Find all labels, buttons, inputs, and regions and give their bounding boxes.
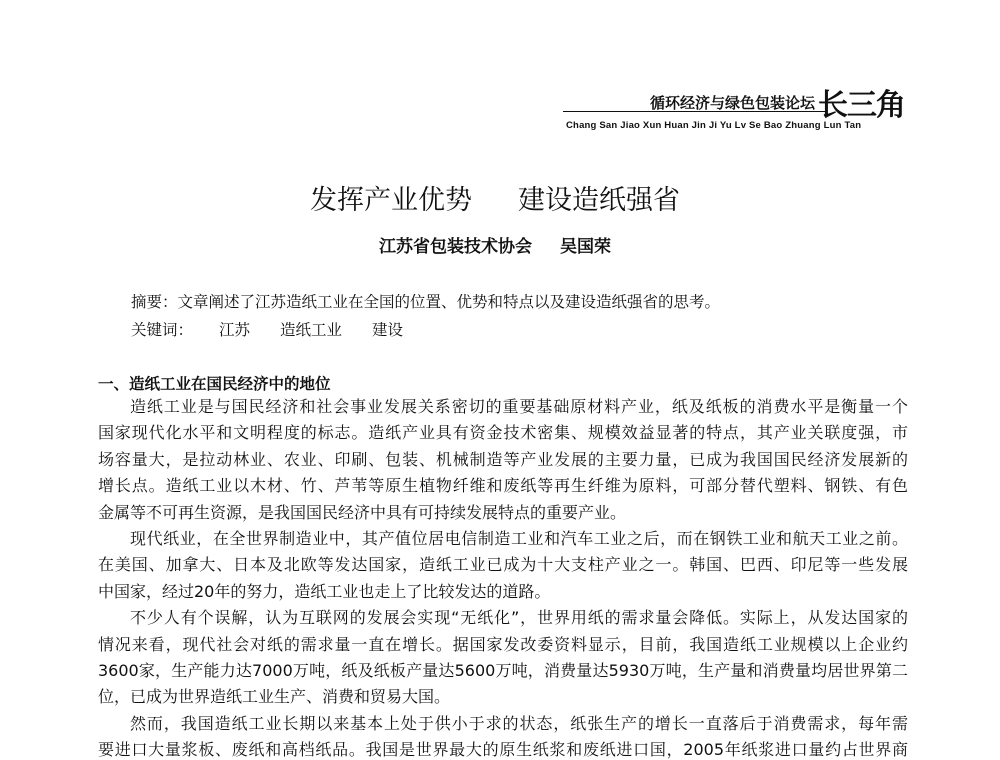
paragraph-line: 中国家，经过20年的努力，造纸工业也走上了比较发达的道路。 <box>98 581 551 601</box>
keywords <box>131 318 433 340</box>
paragraph-line: 要进口大量浆板、废纸和高档纸品。我国是世界最大的原生纸浆和废纸进口国，2005年纸浆进口量约占世界商 <box>98 740 908 760</box>
keyword: 江苏 <box>219 321 251 339</box>
journal-logo: 长三角 <box>818 88 905 123</box>
paragraph-line: 在美国、加拿大、日本及北欧等发达国家，造纸工业已成为十大支柱产业之一。韩国、巴西、印尼等一些发展 <box>98 555 908 575</box>
title-part-1: 发挥产业优势 <box>310 185 472 216</box>
paragraph-line: 国家现代化水平和文明程度的标志。造纸产业具有资金技术密集、规模效益显著的特点，其产业关联度强，市 <box>98 423 908 443</box>
paragraph-line: 造纸工业是与国民经济和社会事业发展关系密切的重要基础原材料产业，纸及纸板的消费水平是衡量一个 <box>130 397 908 416</box>
keywords-label: 关键词： <box>131 321 194 339</box>
keyword: 造纸工业 <box>280 321 343 339</box>
author-org: 江苏省包装技术协会 <box>379 237 532 257</box>
article-title <box>0 178 990 217</box>
series-title: 循环经济与绿色包装论坛 <box>650 94 816 112</box>
paragraph-line: 位，已成为世界造纸工业生产、消费和贸易大国。 <box>98 687 451 707</box>
section-body <box>98 397 908 760</box>
paragraph-line: 增长点。造纸工业以木材、竹、芦苇等原生植物纤维和废纸等再生纤维为原料，可部分替代塑料、钢铁、有色 <box>98 476 908 496</box>
title-part-2: 建设造纸强省 <box>518 185 680 216</box>
paragraph-line: 3600家，生产能力达7000万吨，纸及纸板产量达5600万吨，消费量达5930万吨，生产量和消费量均居世界第二 <box>98 660 908 680</box>
abstract: 摘要：文章阐述了江苏造纸工业在全国的位置、优势和特点以及建设造纸强省的思考。 <box>131 293 721 311</box>
paragraph-line: 情况来看，现代社会对纸的需求量一直在增长。据国家发改委资料显示，目前，我国造纸工业规模以上企业约 <box>98 634 908 654</box>
author-name: 吴国荣 <box>560 237 611 257</box>
paragraph-line: 不少人有个误解，认为互联网的发展会实现“无纸化”，世界用纸的需求量会降低。实际上，从发达国家的 <box>130 608 908 628</box>
author-line <box>0 232 990 257</box>
paragraph-line: 金属等不可再生资源，是我国国民经济中具有可持续发展特点的重要产业。 <box>98 502 627 522</box>
keyword: 建设 <box>372 321 404 339</box>
paragraph-line: 场容量大，是拉动林业、农业、印刷、包装、机械制造等产业发展的主要力量，已成为我国国民经济发展新的 <box>98 449 908 469</box>
series-pinyin: Chang San Jiao Xun Huan Jin Ji Yu Lv Se Bao Zhuang Lun Tan <box>566 120 862 131</box>
paragraph-line: 然而，我国造纸工业长期以来基本上处于供小于求的状态，纸张生产的增长一直落后于消费需求，每年需 <box>130 713 908 733</box>
paragraph-line: 现代纸业，在全世界制造业中，其产值位居电信制造工业和汽车工业之后，而在钢铁工业和航天工业之前。 <box>130 528 908 548</box>
section-heading: 一、造纸工业在国民经济中的地位 <box>98 375 331 393</box>
